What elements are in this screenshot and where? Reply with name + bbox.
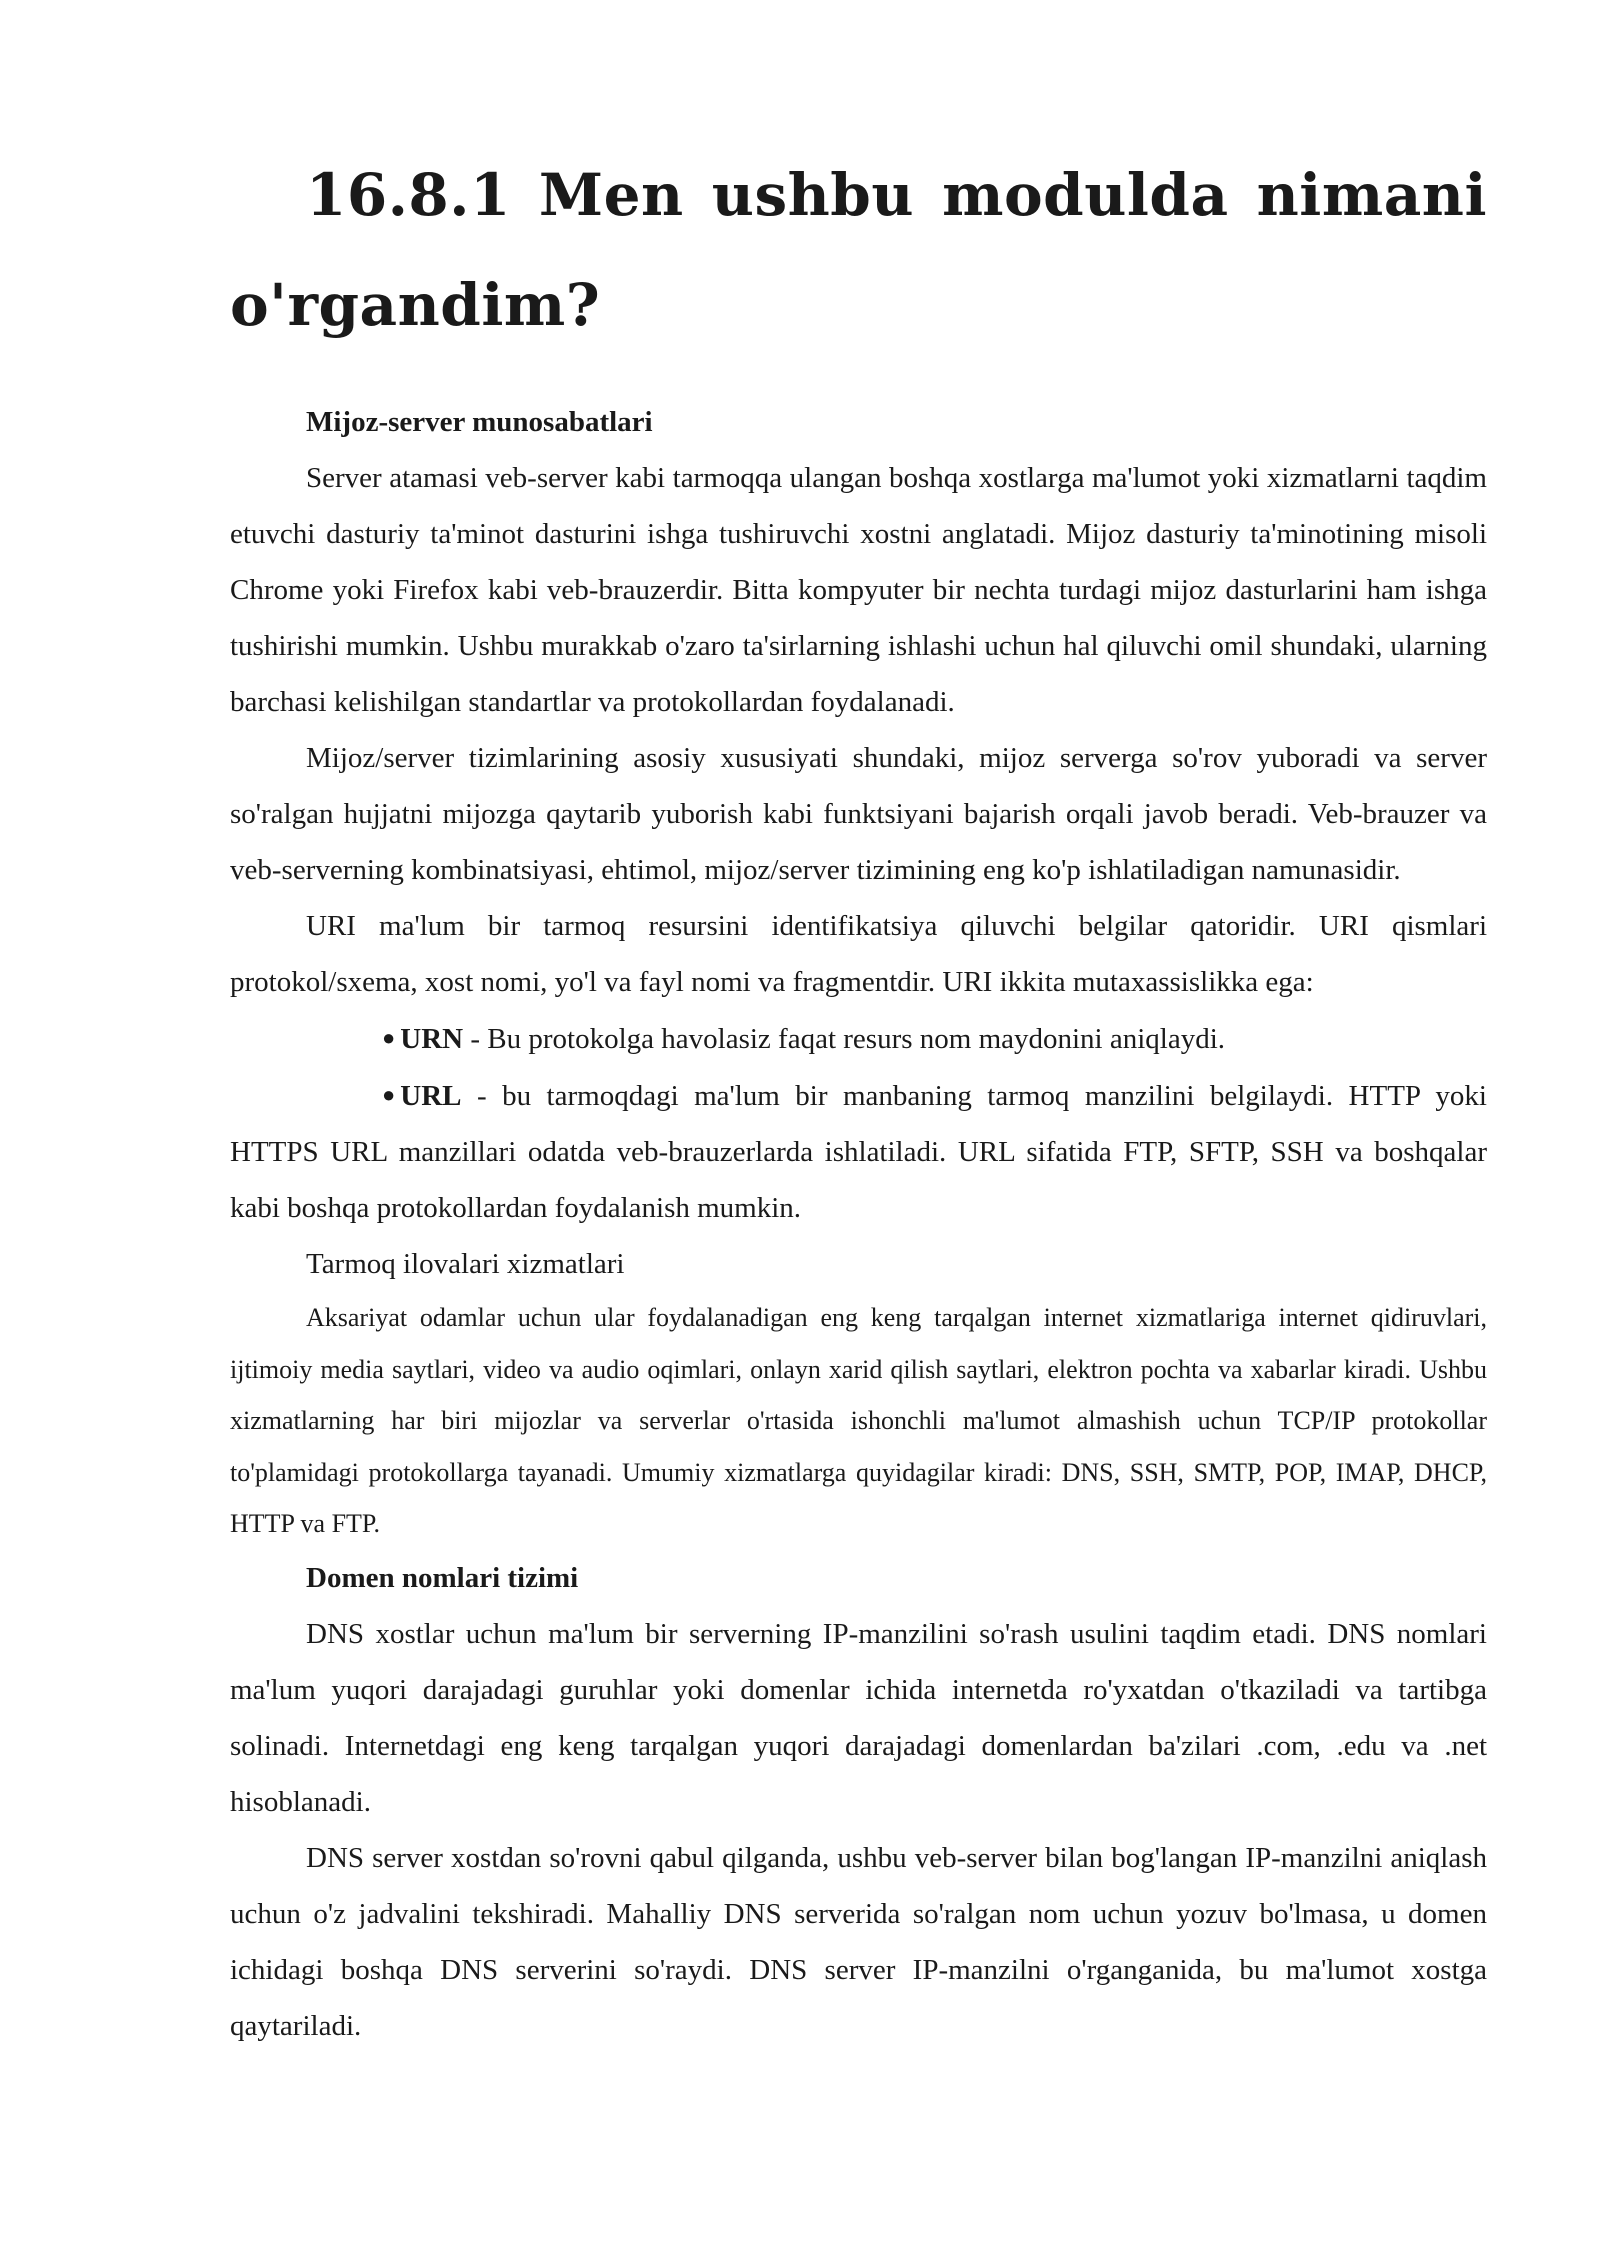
definition-url: - bu tarmoqdagi ma'lum bir manbaning tarmoq manzilini belgilaydi. HTTP yoki HTTPS URL manzillari odatda veb-brauzerlarda ishlatiladi. URL sifatida FTP, SFTP, SSH va boshqalar kabi boshqa protokollardan foydalanish mumkin. bbox=[230, 1080, 1487, 1224]
bullet-icon: ● bbox=[382, 1082, 396, 1107]
paragraph-dns-overview: DNS xostlar uchun ma'lum bir serverning IP-manzilini so'rash usulini taqdim etadi. DNS nomlari ma'lum yuqori darajadagi guruhlar yoki domenlar ichida internetda ro'yxatdan o'tkaziladi va tartibga solinadi. Internetdagi eng keng tarqalgan yuqori darajadagi domenlardan ba'zilari .com, .edu va .net hisoblanadi. bbox=[230, 1617, 1487, 1818]
term-urn: URN bbox=[400, 1023, 464, 1055]
document-page bbox=[230, 140, 1487, 2054]
paragraph-uri: URI ma'lum bir tarmoq resursini identifikatsiya qiluvchi belgilar qatoridir. URI qismlari protokol/sxema, xost nomi, yo'l va fayl nomi va fragmentdir. URI ikkita mutaxassislikka ega: bbox=[230, 910, 1487, 998]
section-heading-network-services: Tarmoq ilovalari xizmatlari bbox=[306, 1248, 625, 1280]
term-url: URL bbox=[400, 1080, 462, 1112]
list-item-urn bbox=[230, 1010, 1487, 1067]
list-item-url bbox=[230, 1067, 1487, 1236]
bullet-icon: ● bbox=[382, 1025, 396, 1050]
paragraph-server-definition: Server atamasi veb-server kabi tarmoqqa ulangan boshqa xostlarga ma'lumot yoki xizmatlarni taqdim etuvchi dasturiy ta'minot dasturini ishga tushiruvchi xostni anglatadi. Mijoz dasturiy ta'minotining misoli Chrome yoki Firefox kabi veb-brauzerdir. Bitta kompyuter bir nechta turdagi mijoz dasturlarini ham ishga tushirishi mumkin. Ushbu murakkab o'zaro ta'sirlarning ishlashi uchun hal qiluvchi omil shundaki, ularning barchasi kelishilgan standartlar va protokollardan foydalanadi. bbox=[230, 462, 1487, 718]
definition-urn: - Bu protokolga havolasiz faqat resurs nom maydonini aniqlaydi. bbox=[463, 1023, 1226, 1055]
paragraph-client-server-systems: Mijoz/server tizimlarining asosiy xususiyati shundaki, mijoz serverga so'rov yuboradi va server so'ralgan hujjatni mijozga qaytarib yuborish kabi funktsiyani bajarish orqali javob beradi. Veb-brauzer va veb-serverning kombinatsiyasi, ehtimol, mijoz/server tizimining eng ko'p ishlatiladigan namunasidir. bbox=[230, 742, 1487, 886]
section-heading-dns: Domen nomlari tizimi bbox=[306, 1561, 579, 1594]
paragraph-internet-services: Aksariyat odamlar uchun ular foydalanadigan eng keng tarqalgan internet xizmatlariga internet qidiruvlari, ijtimoiy media saytlari, video va audio oqimlari, onlayn xarid qilish saytlari, elektron pochta va xabarlar kiradi. Ushbu xizmatlarning har biri mijozlar va serverlar o'rtasida ishonchli ma'lumot almashish uchun TCP/IP protokollar to'plamidagi protokollarga tayanadi. Umumiy xizmatlarga quyidagilar kiradi: DNS, SSH, SMTP, POP, IMAP, DHCP, HTTP va FTP. bbox=[230, 1303, 1487, 1538]
paragraph-dns-lookup: DNS server xostdan so'rovni qabul qilganda, ushbu veb-server bilan bog'langan IP-manzilni aniqlash uchun o'z jadvalini tekshiradi. Mahalliy DNS serverida so'ralgan nom uchun yozuv bo'lmasa, u domen ichidagi boshqa DNS serverini so'raydi. DNS server IP-manzilni o'rganganida, bu ma'lumot xostga qaytariladi. bbox=[230, 1841, 1487, 2042]
section-heading-client-server: Mijoz-server munosabatlari bbox=[306, 406, 653, 438]
page-title: 16.8.1 Men ushbu modulda nimani o'rgandim? bbox=[230, 161, 1487, 339]
